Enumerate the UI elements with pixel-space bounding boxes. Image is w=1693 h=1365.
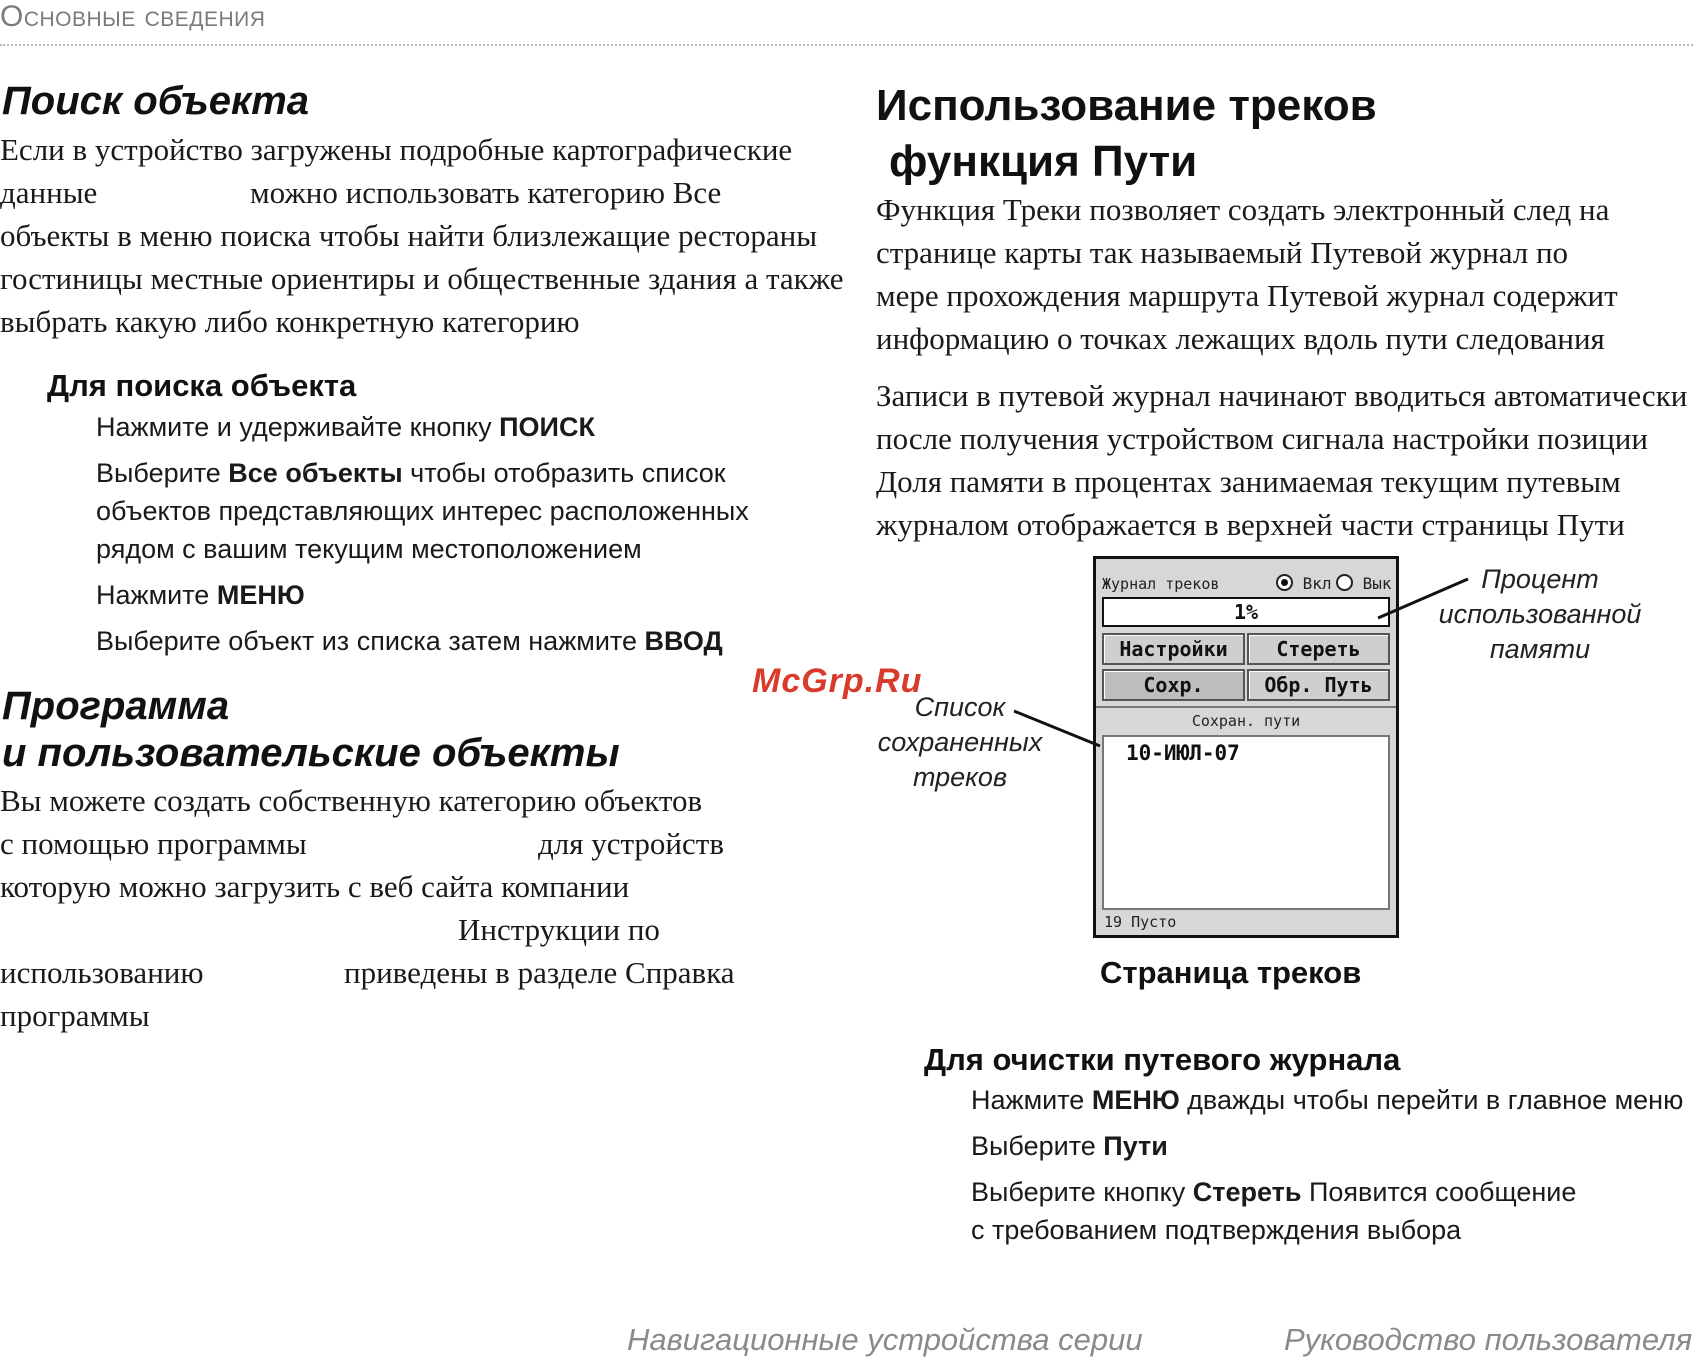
paragraph-line: Записи в путевой журнал начинают вводиться автоматически xyxy=(876,378,1688,413)
step-item: Выберите объект из списка затем нажмите ВВОД xyxy=(96,626,723,656)
key-menu: МЕНЮ xyxy=(1091,1085,1180,1115)
step-item: Нажмите и удерживайте кнопку ПОИСК xyxy=(96,412,595,442)
button-clear-ref: Стереть xyxy=(1192,1177,1302,1207)
paragraph-line: Если в устройство загружены подробные картографические xyxy=(0,132,793,167)
section-title-program: Программа xyxy=(2,684,230,728)
paragraph-line: выбрать какую либо конкретную категорию xyxy=(0,304,580,339)
save-button[interactable]: Сохр. xyxy=(1102,669,1245,701)
footer-user-manual: Руководство пользователя xyxy=(1284,1322,1693,1357)
reverse-path-button[interactable]: Обр. Путь xyxy=(1247,669,1390,701)
paragraph-line: объекты в меню поиска чтобы найти близлежащие рестораны xyxy=(0,218,818,253)
section-title-tracks-2: функция Пути xyxy=(889,137,1198,186)
step-item: Выберите Все объекты чтобы отобразить список объектов представляющих интерес расположенных рядом с вашим текущим местоположением xyxy=(96,458,749,564)
section-title-find: Поиск объекта xyxy=(2,79,310,123)
paragraph-line: Вы можете создать собственную категорию объектов xyxy=(0,783,703,818)
paragraph-line: журналом отображается в верхней части страницы Пути xyxy=(876,507,1625,542)
paragraph-line: для устройств xyxy=(538,826,724,861)
paragraph-line: с помощью программы xyxy=(0,826,307,861)
procedure-title-find: Для поиска объекта xyxy=(47,368,357,403)
paragraph-line: можно использовать категорию Все xyxy=(250,175,722,210)
saved-track-item[interactable]: 10-ИЮЛ-07 xyxy=(1126,741,1240,765)
paragraph-line: после получения устройством сигнала настройки позиции xyxy=(876,421,1648,456)
memory-percent-bar: 1% xyxy=(1102,597,1390,627)
track-log-label: Журнал треков xyxy=(1102,575,1220,593)
step-item: Нажмите МЕНЮ xyxy=(96,580,305,610)
paragraph-line: мере прохождения маршрута Путевой журнал содержит xyxy=(876,278,1618,313)
radio-off[interactable]: Вык xyxy=(1336,574,1392,593)
callout-saved-list: Список сохраненных треков xyxy=(877,692,1043,792)
step-item: Выберите Пути xyxy=(971,1131,1168,1161)
footer-device-series: Навигационные устройства серии xyxy=(627,1322,1143,1357)
paragraph-line: странице карты так называемый Путевой журнал по xyxy=(876,235,1569,270)
key-menu: МЕНЮ xyxy=(216,580,305,610)
clear-button[interactable]: Стереть xyxy=(1247,633,1390,665)
paragraph-line: информацию о точках лежащих вдоль пути следования xyxy=(876,321,1605,356)
paragraph-line: Инструкции по xyxy=(458,912,660,947)
step-item: Нажмите МЕНЮ дважды чтобы перейти в главное меню xyxy=(971,1085,1684,1115)
paragraph-line: Доля памяти в процентах занимаемая текущим путевым xyxy=(876,464,1621,499)
settings-button[interactable]: Настройки xyxy=(1102,633,1245,665)
radio-on[interactable]: Вкл xyxy=(1276,574,1332,593)
key-enter: ВВОД xyxy=(644,626,723,656)
menu-all-objects: Все объекты xyxy=(228,458,403,488)
paragraph-line: данные xyxy=(0,175,98,210)
figure-caption: Страница треков xyxy=(1100,955,1362,990)
menu-paths: Пути xyxy=(1103,1131,1168,1161)
key-search: ПОИСК xyxy=(499,412,595,442)
paragraph-line: Функция Треки позволяет создать электронный след на xyxy=(876,192,1610,227)
saved-tracks-title: Сохран. пути xyxy=(1191,712,1301,730)
section-header: Основные сведения xyxy=(0,0,266,33)
procedure-steps-clear xyxy=(971,1081,1686,1257)
section-title-program-2: и пользовательские объекты xyxy=(2,731,620,775)
device-footer-status: 19 Пусто xyxy=(1104,913,1177,931)
paragraph-line: использованию xyxy=(0,955,204,990)
paragraph-line: приведены в разделе Справка xyxy=(344,955,735,990)
callout-percent: Процент использованной памяти xyxy=(1438,564,1642,664)
paragraph-line: которую можно загрузить с веб сайта компании xyxy=(0,869,630,904)
step-item: Выберите кнопку Стереть Появится сообщение с требованием подтверждения выбора xyxy=(971,1177,1577,1245)
watermark: McGrp.Ru xyxy=(752,662,923,700)
section-title-tracks: Использование треков xyxy=(876,81,1377,130)
paragraph-line: программы xyxy=(0,998,150,1033)
paragraph-line: гостиницы местные ориентиры и общественные здания а также xyxy=(0,261,844,296)
procedure-title-clear: Для очистки путевого журнала xyxy=(924,1042,1401,1077)
